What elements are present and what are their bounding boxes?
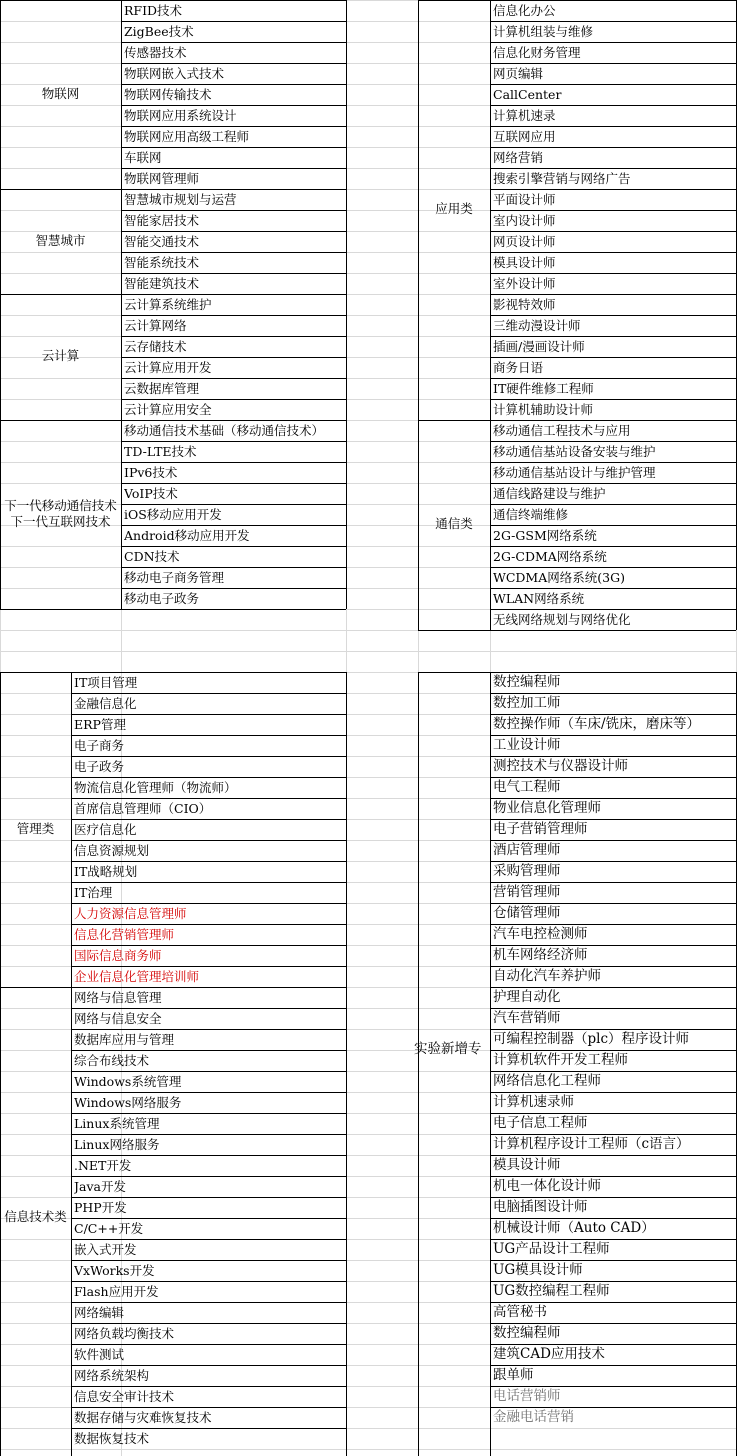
- item-cell: 物业信息化管理师: [493, 800, 601, 816]
- item-cell: 营销管理师: [493, 884, 561, 900]
- item-cell: 云计算系统维护: [124, 297, 212, 312]
- item-cell: 物联网嵌入式技术: [124, 66, 225, 81]
- item-cell: 电话营销师: [493, 1388, 561, 1404]
- item-cell: 国际信息商务师: [74, 948, 162, 963]
- item-cell: 电子商务: [74, 738, 125, 753]
- item-cell: 可编程控制器（plc）程序设计师: [493, 1031, 690, 1047]
- item-cell: 信息安全审计技术: [74, 1389, 175, 1404]
- item-cell: 机车网络经济师: [493, 947, 588, 963]
- item-cell: 移动电子商务管理: [124, 570, 225, 585]
- category-label: [0, 498, 121, 530]
- item-cell: PHP开发: [74, 1200, 127, 1215]
- item-cell: 传感器技术: [124, 45, 187, 60]
- item-cell: 测控技术与仪器设计师: [493, 758, 628, 774]
- category-label: [414, 1041, 486, 1057]
- item-cell: 云数据库管理: [124, 381, 200, 396]
- item-cell: 网络与信息管理: [74, 990, 162, 1005]
- item-cell: 计算机软件开发工程师: [493, 1052, 628, 1068]
- item-cell: 金融信息化: [74, 696, 137, 711]
- item-cell: 物联网传输技术: [124, 87, 212, 102]
- item-cell: 数控操作师（车床/铣床，磨床等）: [493, 716, 701, 732]
- item-cell: 电气工程师: [493, 779, 561, 795]
- item-cell: 采购管理师: [493, 863, 561, 879]
- item-cell: 计算机组装与维修: [493, 24, 594, 39]
- item-cell: 电子营销管理师: [493, 821, 588, 837]
- item-cell: Flash应用开发: [74, 1284, 159, 1299]
- item-cell: 室内设计师: [493, 213, 556, 228]
- item-cell: 移动通信工程技术与应用: [493, 423, 631, 438]
- item-cell: 电子信息工程师: [493, 1115, 588, 1131]
- item-cell: 首席信息管理师（CIO）: [74, 801, 212, 816]
- item-cell: 计算机速录师: [493, 1094, 574, 1110]
- item-cell: CDN技术: [124, 549, 180, 564]
- item-cell: 网络负载均衡技术: [74, 1326, 175, 1341]
- item-cell: 汽车营销师: [493, 1010, 561, 1026]
- item-cell: 数控编程师: [493, 674, 561, 690]
- item-cell: IPv6技术: [124, 465, 178, 480]
- item-cell: 软件测试: [74, 1347, 125, 1362]
- item-cell: 2G-GSM网络系统: [493, 528, 597, 543]
- item-cell: 插画/漫画设计师: [493, 339, 585, 354]
- category-label-line: 物联网: [41, 85, 80, 101]
- category-label: [418, 516, 490, 532]
- item-cell: UG数控编程工程师: [493, 1283, 610, 1299]
- item-cell: Windows系统管理: [74, 1074, 182, 1089]
- item-cell: 影视特效师: [493, 297, 556, 312]
- item-cell: 物联网管理师: [124, 171, 200, 186]
- item-cell: 网络编辑: [74, 1305, 125, 1320]
- item-cell: 物流信息化管理师（物流师）: [74, 780, 237, 795]
- item-cell: 模具设计师: [493, 255, 556, 270]
- item-cell: 室外设计师: [493, 276, 556, 291]
- item-cell: 互联网应用: [493, 129, 556, 144]
- item-cell: 车联网: [124, 150, 162, 165]
- item-cell: 移动电子政务: [124, 591, 200, 606]
- item-cell: 云计算应用开发: [124, 360, 212, 375]
- item-cell: 仓储管理师: [493, 905, 561, 921]
- item-cell: 智能交通技术: [124, 234, 200, 249]
- item-cell: 无线网络规划与网络优化: [493, 612, 631, 627]
- item-cell: 网络系统架构: [74, 1368, 150, 1383]
- item-cell: 电脑插图设计师: [493, 1199, 588, 1215]
- item-cell: iOS移动应用开发: [124, 507, 222, 522]
- item-cell: 电子政务: [74, 759, 125, 774]
- item-cell: 金融电话营销: [493, 1409, 574, 1425]
- item-cell: 云计算网络: [124, 318, 187, 333]
- category-label-line: 应用类: [435, 201, 473, 216]
- item-cell: 移动通信基站设计与维护管理: [493, 465, 656, 480]
- item-cell: 网络信息化工程师: [493, 1073, 601, 1089]
- item-cell: 数据库应用与管理: [74, 1032, 175, 1047]
- item-cell: 嵌入式开发: [74, 1242, 137, 1257]
- item-cell: ERP管理: [74, 717, 126, 732]
- category-label: [0, 233, 121, 249]
- item-cell: 智能系统技术: [124, 255, 200, 270]
- item-cell: 机械设计师（Auto CAD）: [493, 1220, 655, 1236]
- item-cell: Linux系统管理: [74, 1116, 160, 1131]
- item-cell: 医疗信息化: [74, 822, 137, 837]
- item-cell: 计算机辅助设计师: [493, 402, 594, 417]
- category-label: [0, 1209, 71, 1225]
- item-cell: 网页编辑: [493, 66, 544, 81]
- item-cell: 智能建筑技术: [124, 276, 200, 291]
- item-cell: 商务日语: [493, 360, 544, 375]
- item-cell: TD-LTE技术: [124, 444, 197, 459]
- item-cell: CallCenter: [493, 87, 562, 102]
- item-cell: 自动化汽车养护师: [493, 968, 601, 984]
- category-label: [0, 86, 121, 102]
- item-cell: 智慧城市规划与运营: [124, 192, 237, 207]
- item-cell: 模具设计师: [493, 1157, 561, 1173]
- item-cell: 机电一体化设计师: [493, 1178, 601, 1194]
- item-cell: 信息化财务管理: [493, 45, 581, 60]
- item-cell: 计算机速录: [493, 108, 556, 123]
- item-cell: 护理自动化: [493, 989, 561, 1005]
- item-cell: 数据恢复技术: [74, 1431, 150, 1446]
- item-cell: 信息资源规划: [74, 843, 150, 858]
- item-cell: .NET开发: [74, 1158, 132, 1173]
- item-cell: 企业信息化管理培训师: [74, 969, 200, 984]
- item-cell: 人力资源信息管理师: [74, 906, 187, 921]
- item-cell: IT治理: [74, 885, 113, 900]
- category-label-line: 云计算: [41, 348, 80, 363]
- item-cell: 建筑CAD应用技术: [493, 1346, 605, 1362]
- item-cell: 数据存储与灾难恢复技术: [74, 1410, 212, 1425]
- item-cell: RFID技术: [124, 3, 183, 18]
- item-cell: 网络与信息安全: [74, 1011, 162, 1026]
- item-cell: 云计算应用安全: [124, 402, 212, 417]
- item-cell: 三维动漫设计师: [493, 318, 581, 333]
- item-cell: 高管秘书: [493, 1304, 547, 1320]
- item-cell: 搜索引擎营销与网络广告: [493, 171, 631, 186]
- item-cell: ZigBee技术: [124, 24, 194, 39]
- category-label-line: 实验新增专: [414, 1041, 482, 1057]
- item-cell: 信息化营销管理师: [74, 927, 175, 942]
- item-cell: 计算机程序设计工程师（c语言）: [493, 1136, 690, 1152]
- item-cell: 数控编程师: [493, 1325, 561, 1341]
- item-cell: 通信线路建设与维护: [493, 486, 606, 501]
- item-cell: IT硬件维修工程师: [493, 381, 594, 396]
- item-cell: 信息化办公: [493, 3, 556, 18]
- item-cell: Java开发: [74, 1179, 126, 1194]
- category-label: [418, 201, 490, 217]
- item-cell: 通信终端维修: [493, 507, 569, 522]
- item-cell: C/C++开发: [74, 1221, 144, 1236]
- item-cell: VoIP技术: [124, 486, 178, 501]
- item-cell: 汽车电控检测师: [493, 926, 588, 942]
- item-cell: 移动通信技术基础（移动通信技术）: [124, 423, 325, 438]
- item-cell: 网络营销: [493, 150, 544, 165]
- item-cell: 数控加工师: [493, 695, 561, 711]
- category-label-line: 下一代移动通信技术: [4, 497, 117, 513]
- item-cell: Android移动应用开发: [124, 528, 250, 543]
- item-cell: 物联网应用系统设计: [124, 108, 237, 123]
- item-cell: VxWorks开发: [74, 1263, 155, 1278]
- item-cell: IT战略规划: [74, 864, 138, 879]
- category-label: [0, 821, 71, 837]
- item-cell: WCDMA网络系统(3G): [493, 570, 625, 585]
- item-cell: 智能家居技术: [124, 213, 200, 228]
- item-cell: Windows网络服务: [74, 1095, 182, 1110]
- category-label-line: 管理类: [16, 820, 55, 836]
- item-cell: UG产品设计工程师: [493, 1241, 610, 1257]
- item-cell: 云存储技术: [124, 339, 187, 354]
- item-cell: 2G-CDMA网络系统: [493, 549, 607, 564]
- item-cell: IT项目管理: [74, 675, 138, 690]
- item-cell: 工业设计师: [493, 737, 561, 753]
- item-cell: 网页设计师: [493, 234, 556, 249]
- category-label-line: 通信类: [435, 516, 473, 531]
- category-label-line: 信息技术类: [4, 1209, 67, 1224]
- category-label-line: 智慧城市: [35, 232, 86, 248]
- item-cell: 移动通信基站设备安装与维护: [493, 444, 656, 459]
- category-label-line: 下一代互联网技术: [10, 513, 111, 529]
- item-cell: Linux网络服务: [74, 1137, 160, 1152]
- item-cell: 酒店管理师: [493, 842, 561, 858]
- item-cell: 综合布线技术: [74, 1053, 150, 1068]
- item-cell: UG模具设计师: [493, 1262, 583, 1278]
- item-cell: WLAN网络系统: [493, 591, 585, 606]
- item-cell: 平面设计师: [493, 192, 556, 207]
- item-cell: 物联网应用高级工程师: [124, 129, 250, 144]
- category-label: [0, 348, 121, 364]
- item-cell: 跟单师: [493, 1367, 534, 1383]
